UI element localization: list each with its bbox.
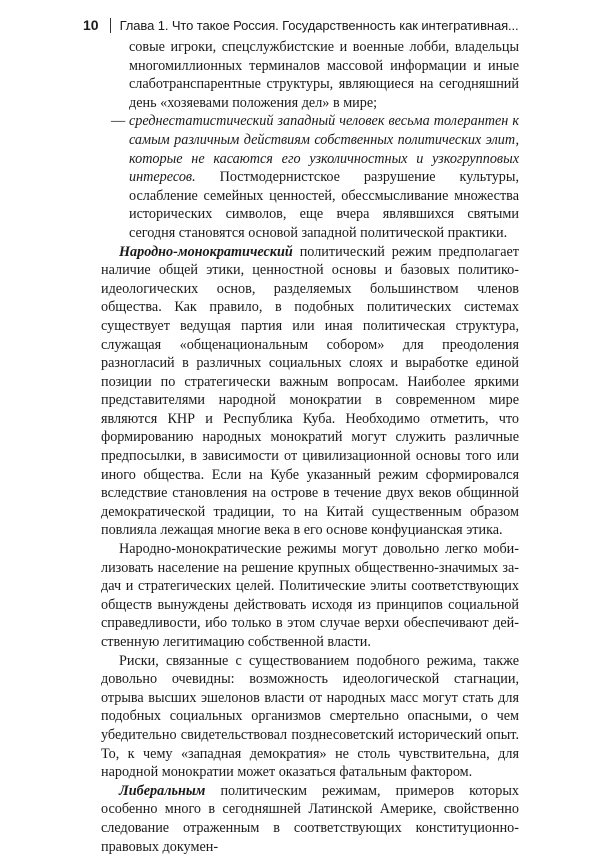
term-emphasis: Народно-монократический: [119, 243, 293, 260]
paragraph: [101, 243, 519, 541]
page-number: 10: [83, 17, 99, 33]
paragraph: Народно-монократические режимы могут довольно легко мобилизовать население на решение крупных общественно-значимых задач и стратегических целей. Политические элиты соответствующих обществ вынуждены действовать исходя из принципов социальной справедливости, ибо только в этом случае верхи обеспечивают действенную легитимацию собственной власти.: [101, 541, 519, 650]
list-item: [101, 112, 519, 242]
header-divider: [110, 18, 111, 33]
chapter-title: Глава 1. Что такое Россия. Государственность как интегративная...: [119, 18, 519, 33]
paragraph-text: политический режим предполагает наличие общей этики, ценностной основы и базовых политико-идеологических основ, разделяемых большинством членов общества. Как правило, в подобных политических системах существует ведущая партия или иная политическая структура, служащая «общенациональным собором» для преодоления разногласий в различных социальных слоях и выработке единой позиции по стратегически важным вопросам. Наиболее яркими представителями народной монократии в современном мире являются КНР и Республика Куба. Необходимо отметить, что формированию народных монократий могут служить различные предпосылки, в зависимости от цивилизационной основы того или иного общества. Если на Кубе указанный режим сформировался вследствие становления на острове в течение двух веков общинной демократической традиции, то на Китай существенным образом повлияла лежащая многие века в его основе конфуцианская этика.: [101, 243, 519, 539]
list-item-italic-text: среднестатистический западный человек весьма толерантен к самым различным действиям собственных политических элит, которые не касаются его узколичностных и узкогрупповых интересов.: [129, 113, 519, 186]
page-body: [101, 38, 519, 856]
paragraph-text: политическим режимам, примеров которых особенно много в сегодняшней Латинской Америке, свойственно следование отраженным в соответствующих конституционно-правовых докумен-: [101, 782, 519, 855]
running-header: [83, 14, 523, 36]
paragraph: Риски, связанные с существованием подобного режима, также довольно очевидны: возможность идеологической стагнации, отрыва высших эшелонов власти от народных масс могут стать для подобных социальных организмов смертельно опасными, о чем убедительно свидетельствовал позднесоветский исторический опыт. То, к чему «западная демократия» не столь чувствительна, для народной монократии может оказаться фатальным фактором.: [101, 652, 519, 781]
list-dash: —: [111, 113, 126, 130]
paragraph: [101, 782, 519, 856]
list-item-continuation: совые игроки, спецслужбистские и военные лобби, владельцы многомиллионных терминалов массовой информации и иные слаботранспарентные структуры, являющиеся на сегодняшний день «хозяевами положения дел» в мире;: [129, 39, 519, 111]
term-emphasis: Либеральным: [119, 782, 206, 799]
list-item-text: Постмодернистское разрушение культуры, ослабление семейных ценностей, обессмысливание множества исторических символов, еще вчера являвшихся святыми сегодня становятся основой западной политической практики.: [129, 169, 519, 241]
